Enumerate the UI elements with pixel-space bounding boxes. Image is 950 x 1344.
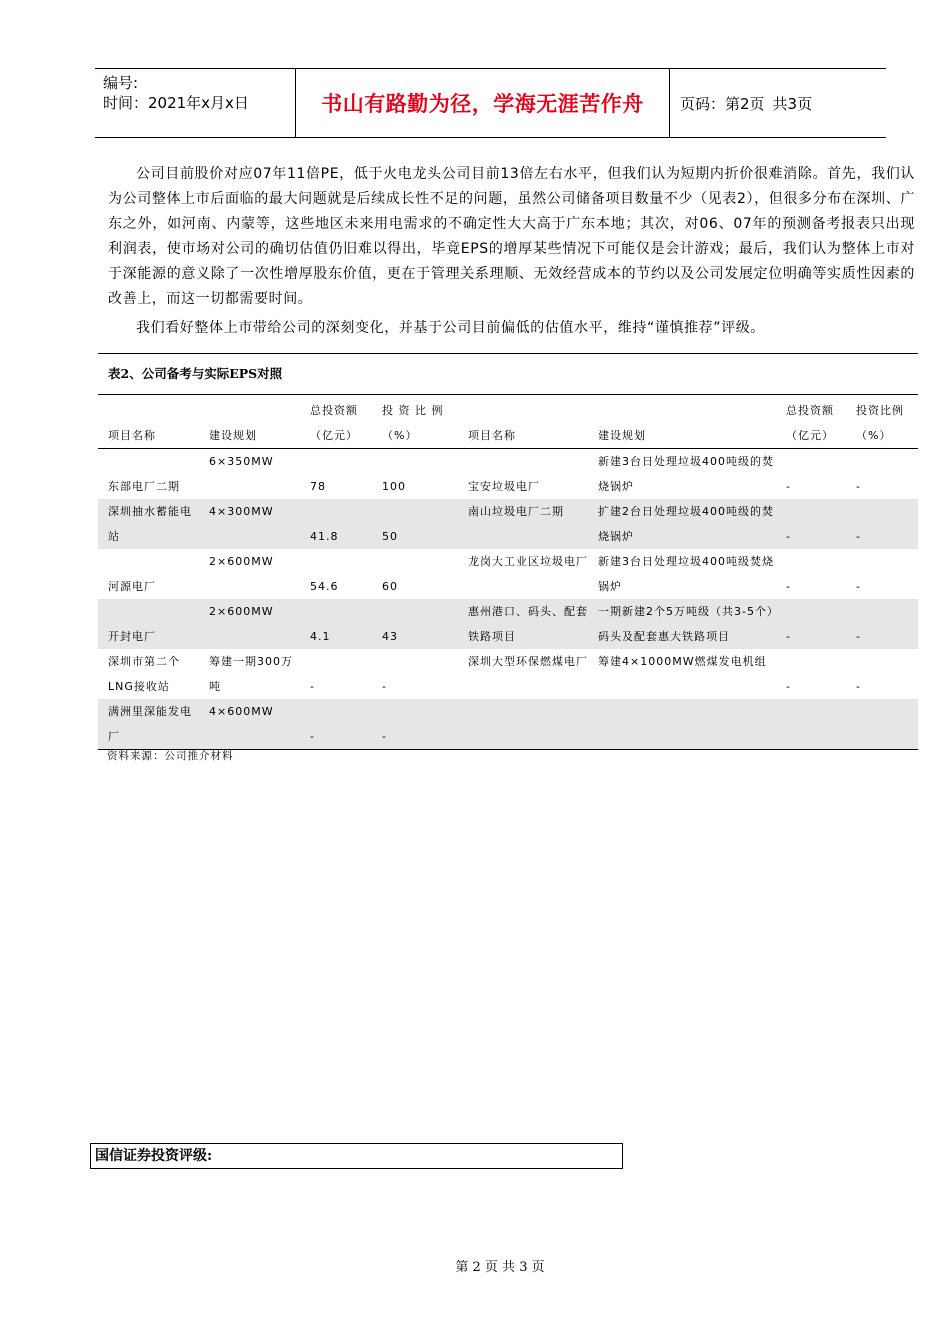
body-paragraph-1: 公司目前股价对应07年11倍PE，低于火电龙头公司目前13倍左右水平，但我们认为短期内折价很难消除。首先，我们认为公司整体上市后面临的最大问题就是后续成长性不足的问题，虽然公司储备项目数量不少（见表2），但很多分布在深圳、广东之外，如河南、内蒙等，这些地区未来用电需求的不确定性大大高于广东本地；其次，对06、07年的预测备考报表只出现利润表，使市场对公司的确切估值仍旧难以得出，毕竟EPS的增厚某些情况下可能仅是会计游戏；最后，我们认为整体上市对于深能源的意义除了一次性增厚股东价值，更在于管理关系理顺、无效经营成本的节约以及公司发展定位明确等实质性因素的改善上，而这一切都需要时间。 [108,166,915,307]
table-cell-ratio-l: 60 [382,580,398,593]
header-cell: 建设规划 [598,429,646,442]
table-cell-ratio-l: 100 [382,480,406,493]
page-label: 页码：第2页 [680,94,765,113]
table-cell-name-l: 满洲里深能发电厂 [108,705,192,743]
table-cell-name-r [458,699,588,750]
header-cell: 投 资 比 例 （%） [382,404,444,442]
table-cell-invest-r: - [786,530,791,543]
table-header-row [98,395,918,449]
table-cell-plan-l: 4×300MW [209,505,274,518]
table-cell-ratio-r: - [856,580,861,593]
table-cell-ratio-l: - [382,730,387,743]
table-cell-plan-l: 筹建一期300万吨 [209,655,293,693]
code-label: 编号: [103,74,139,92]
page-footer: 第 2 页 共 3 页 [455,1260,545,1275]
table-cell-name-l: 深圳市第二个LNG接收站 [108,655,180,693]
table-cell-name-r: 惠州港口、码头、配套铁路项目 [468,605,588,643]
table-cell-ratio-l: 50 [382,530,398,543]
header-cell: 项目名称 [108,429,156,442]
table-cell-plan-l: 6×350MW [209,455,274,468]
table-row [98,499,918,549]
table-cell-invest-l: 78 [310,480,326,493]
table-cell-plan-r: 新建3台日处理垃圾400吨级焚烧锅炉 [598,555,774,593]
table-cell-invest-l: 41.8 [310,530,339,543]
total-label: 共3页 [772,94,813,113]
table-title: 表2、公司备考与实际EPS对照 [98,354,918,395]
table-row [98,549,918,599]
table-cell-plan-r: 一期新建2个5万吨级（共3-5个）码头及配套惠大铁路项目 [598,605,774,643]
table-cell-plan-r: 筹建4×1000MW燃煤发电机组 [598,655,767,668]
table-cell-name-l: 东部电厂二期 [108,480,180,493]
table-cell-ratio-l: - [382,680,387,693]
table-cell-name-l: 深圳抽水蓄能电站 [108,505,192,543]
header-cell: 投资比例 （%） [856,404,904,442]
table-cell-ratio-r [846,699,918,750]
table-cell-plan-l: 4×600MW [209,705,274,718]
header-motto: 书山有路勤为径，学海无涯苦作舟 [296,69,670,137]
header-cell: 项目名称 [468,429,516,442]
table-row [98,649,918,699]
header-page-info [670,69,886,137]
table-cell-invest-r: - [786,580,791,593]
table-cell-invest-l: - [310,730,315,743]
table-cell-invest-r: - [786,480,791,493]
body-paragraph-2: 我们看好整体上市带给公司的深刻变化，并基于公司目前偏低的估值水平，维持“谨慎推荐”评级。 [136,320,765,336]
header-cell: 建设规划 [209,429,257,442]
table-cell-plan-l: 2×600MW [209,605,274,618]
table-cell-invest-r: - [786,630,791,643]
project-table [98,395,918,750]
table-cell-invest-l: 4.1 [310,630,331,643]
table-cell-plan-r: 扩建2台日处理垃圾400吨级的焚烧锅炉 [598,505,774,543]
table-row [98,599,918,649]
table-cell-ratio-r: - [856,630,861,643]
header-meta [95,69,296,137]
table-cell-ratio-r: - [856,680,861,693]
table-cell-name-r: 宝安垃圾电厂 [468,480,540,493]
table-cell-ratio-l: 43 [382,630,398,643]
table-row [98,449,918,500]
table-cell-name-r: 龙岗大工业区垃圾电厂 [468,555,588,568]
header-cell: 总投资额 （亿元） [310,404,358,442]
eps-table [98,353,918,750]
page-header [95,68,886,138]
table-cell-invest-l: - [310,680,315,693]
table-cell-plan-r [588,699,776,750]
table-cell-invest-r: - [786,680,791,693]
table-cell-plan-l: 2×600MW [209,555,274,568]
table-cell-name-r: 深圳大型环保燃煤电厂 [468,655,588,668]
table-cell-ratio-r: - [856,530,861,543]
table-cell-invest-l: 54.6 [310,580,339,593]
time-label: 时间：2021年x月x日 [103,94,249,112]
table-row [98,699,918,750]
table-cell-invest-r [776,699,846,750]
table-cell-name-l: 河源电厂 [108,580,156,593]
table-source: 资料来源：公司推介材料 [107,750,234,762]
table-cell-name-r: 南山垃圾电厂二期 [468,505,564,518]
table-cell-name-l: 开封电厂 [108,630,156,643]
table-cell-plan-r: 新建3台日处理垃圾400吨级的焚烧锅炉 [598,455,774,493]
header-cell: 总投资额 （亿元） [786,404,834,442]
rating-box: 国信证券投资评级: [90,1143,623,1169]
table-cell-ratio-r: - [856,480,861,493]
